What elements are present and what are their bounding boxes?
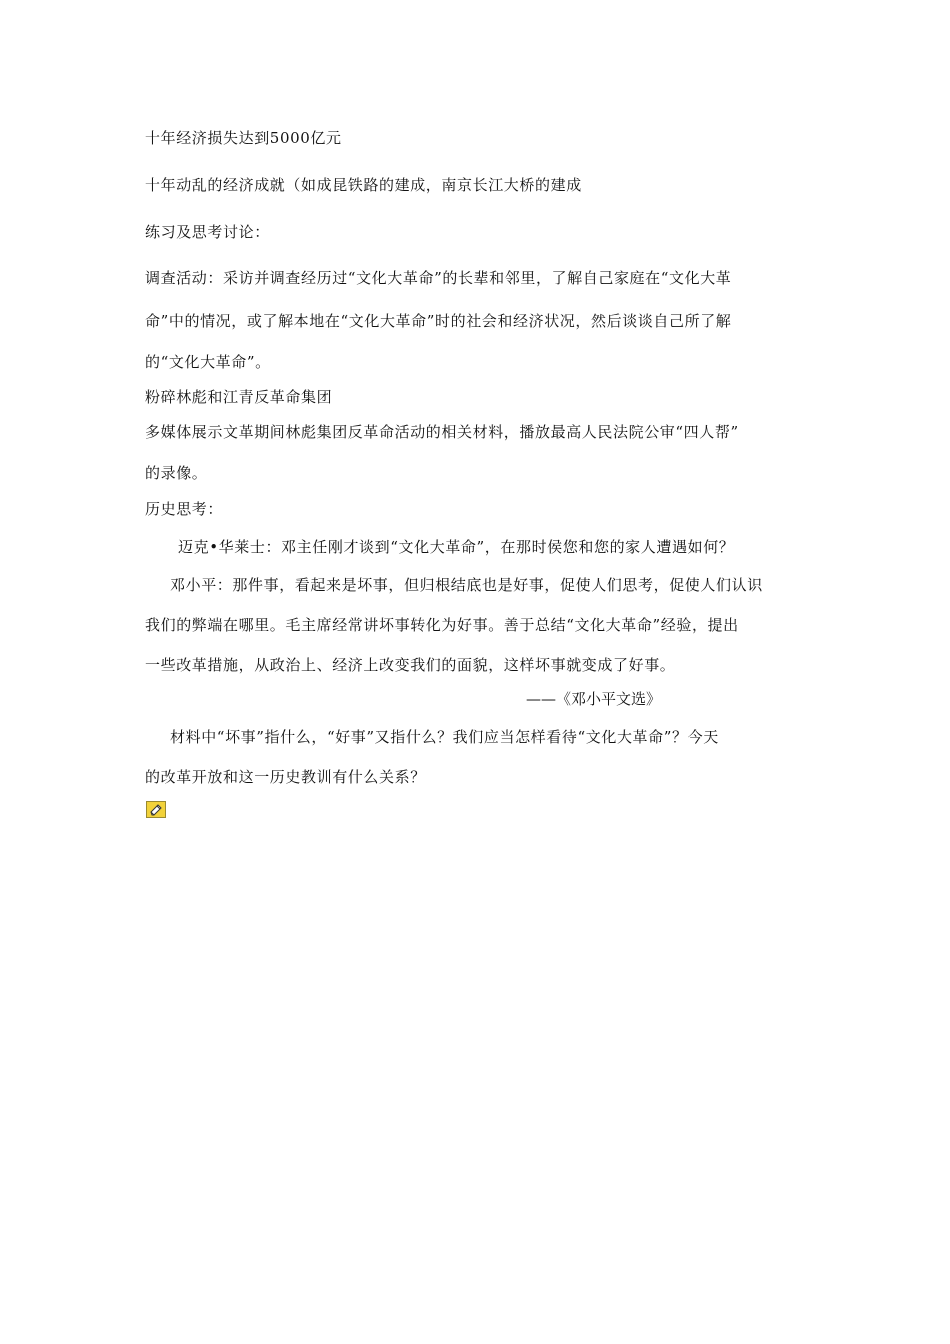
pencil-edit-icon[interactable] xyxy=(146,801,166,818)
pencil-glyph-icon xyxy=(149,803,164,817)
history-thinking-heading: 历史思考： xyxy=(145,500,224,518)
survey-activity-line-2: 命”中的情况，或了解本地在“文化大革命”时的社会和经济状况，然后谈谈自己所了解 xyxy=(145,312,732,330)
wallace-question: 迈克•华莱士：邓主任刚才谈到“文化大革命”，在那时侯您和您的家人遭遇如何？ xyxy=(178,538,735,556)
exercises-heading: 练习及思考讨论： xyxy=(145,223,270,241)
survey-activity-line-1: 调查活动：采访并调查经历过“文化大革命”的长辈和邻里，了解自己家庭在“文化大革 xyxy=(145,269,732,287)
economic-achievements-text: 十年动乱的经济成就（如成昆铁路的建成，南京长江大桥的建成 xyxy=(145,176,582,194)
multimedia-line-1: 多媒体展示文革期间林彪集团反革命活动的相关材料，播放最高人民法院公审“四人帮” xyxy=(145,423,739,441)
deng-answer-line-2: 我们的弊端在哪里。毛主席经常讲坏事转化为好事。善于总结“文化大革命”经验，提出 xyxy=(145,616,739,634)
deng-answer-line-3: 一些改革措施，从政治上、经济上改变我们的面貌，这样坏事就变成了好事。 xyxy=(145,656,676,674)
smash-gang-heading: 粉碎林彪和江青反革命集团 xyxy=(145,388,333,406)
source-citation: ——《邓小平文选》 xyxy=(526,690,662,708)
survey-activity-line-3: 的“文化大革命”。 xyxy=(145,353,271,371)
economic-loss-text: 十年经济损失达到5000亿元 xyxy=(145,129,342,147)
deng-answer-line-1: 邓小平：那件事，看起来是坏事，但归根结底也是好事，促使人们思考，促使人们认识 xyxy=(170,576,763,594)
discussion-question-line-1: 材料中“坏事”指什么，“好事”又指什么？我们应当怎样看待“文化大革命”？今天 xyxy=(170,728,719,746)
discussion-question-line-2: 的改革开放和这一历史教训有什么关系？ xyxy=(145,768,426,786)
multimedia-line-2: 的录像。 xyxy=(145,464,208,482)
